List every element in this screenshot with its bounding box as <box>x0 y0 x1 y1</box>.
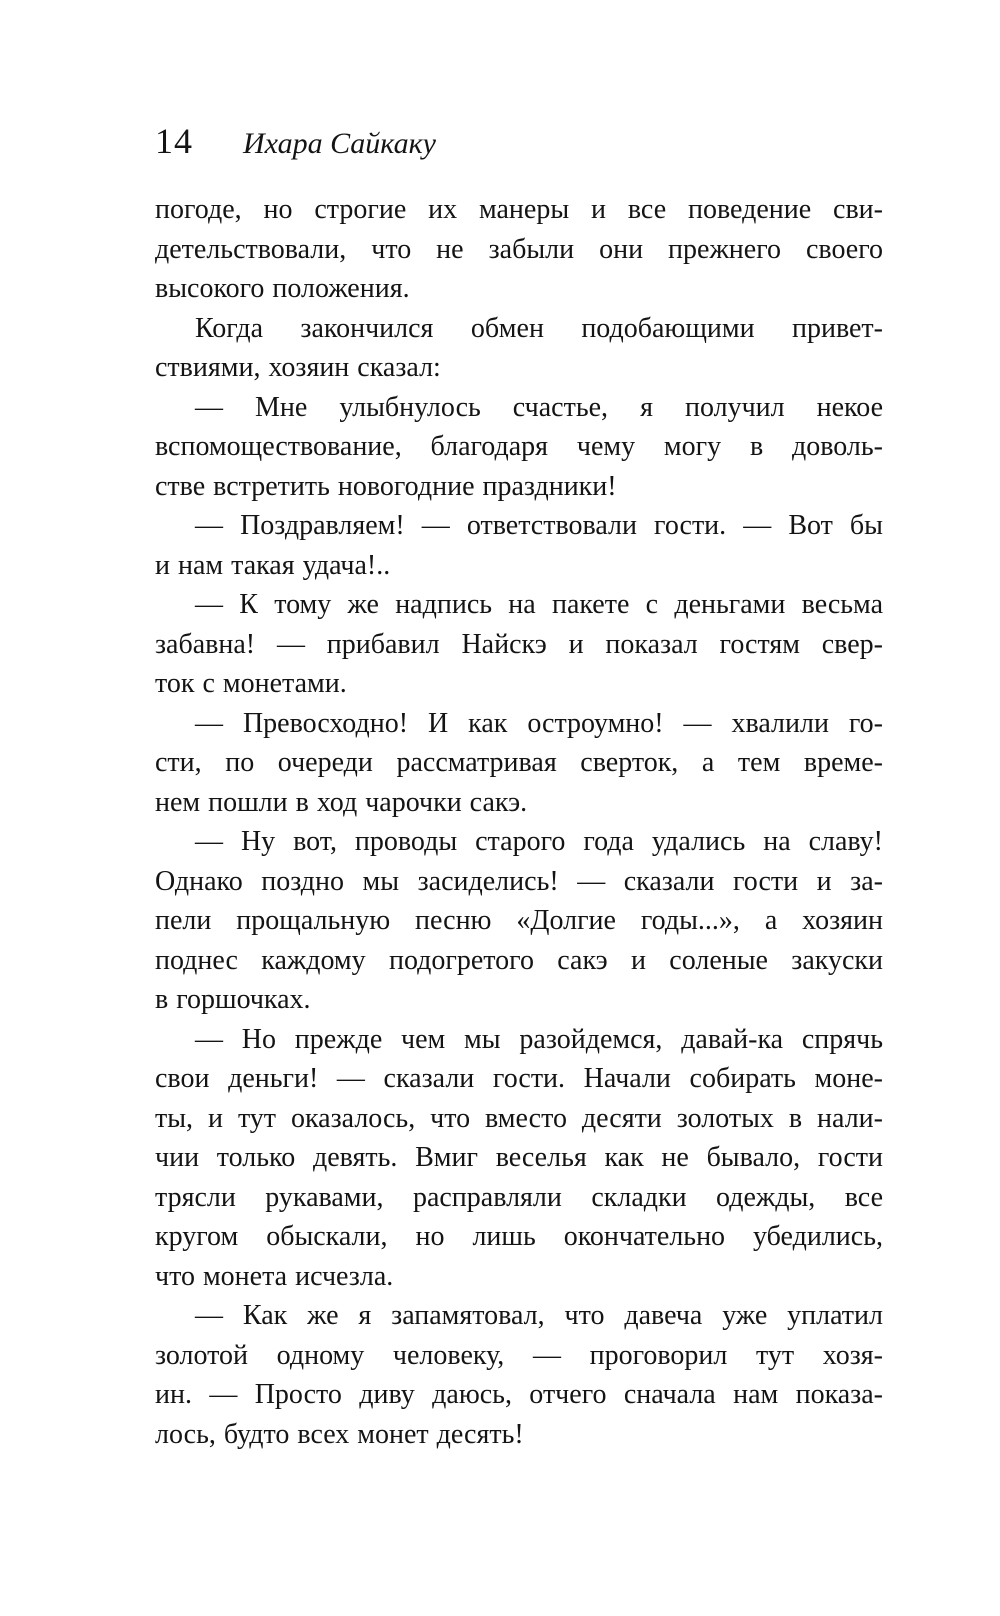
text-line: погоде, но строгие их манеры и все поведение сви- <box>155 194 883 225</box>
text-line: Однако поздно мы засиделись! — сказали гости и за- <box>155 865 883 897</box>
text-line: свои деньги! — сказали гости. Начали собирать моне- <box>155 1063 883 1094</box>
text-line: — Ну вот, проводы старого года удались на славу! <box>195 826 883 857</box>
paragraph <box>155 506 883 585</box>
page-header <box>155 120 883 162</box>
text-line: лось, будто всех монет десять! <box>155 1418 524 1450</box>
text-line: — Но прежде чем мы разойдемся, давай-ка спрячь <box>195 1023 883 1055</box>
text-line: и нам такая удача!.. <box>155 549 391 581</box>
text-line: в горшочках. <box>155 984 311 1015</box>
text-line: — Как же я запамятовал, что давеча уже уплатил <box>195 1300 883 1331</box>
text-line: сти, по очереди рассматривая сверток, а тем време- <box>155 747 883 778</box>
text-line: — Превосходно! И как остроумно! — хвалили го- <box>195 707 883 739</box>
paragraph <box>155 190 883 309</box>
text-line: — К тому же надпись на пакете с деньгами весьма <box>195 589 883 620</box>
paragraph <box>155 1020 883 1297</box>
paragraph <box>155 309 883 388</box>
paragraph <box>155 585 883 704</box>
text-line: высокого положения. <box>155 273 410 304</box>
text-line: трясли рукавами, расправляли складки одежды, все <box>155 1181 883 1213</box>
text-line: ин. — Просто диву даюсь, отчего сначала нам показа- <box>155 1379 883 1410</box>
text-line: ты, и тут оказалось, что вместо десяти золотых в нали- <box>155 1102 883 1134</box>
paragraph <box>155 704 883 823</box>
text-line: нем пошли в ход чарочки сакэ. <box>155 786 528 818</box>
text-line: ток с монетами. <box>155 668 347 699</box>
text-line: ствиями, хозяин сказал: <box>155 352 441 383</box>
text-line: что монета исчезла. <box>155 1260 394 1292</box>
text-line: чии только девять. Вмиг веселья как не бывало, гости <box>155 1142 883 1173</box>
text-line: пели прощальную песню «Долгие годы...», а хозяин <box>155 905 883 936</box>
text-line: кругом обыскали, но лишь окончательно убедились, <box>155 1221 883 1252</box>
text-line: золотой одному человеку, — проговорил тут хозя- <box>155 1339 883 1371</box>
text-line: — Мне улыбнулось счастье, я получил некое <box>195 391 883 423</box>
body-text <box>155 190 883 1454</box>
page-number: 14 <box>155 121 193 161</box>
text-line: поднес каждому подогретого сакэ и соленые закуски <box>155 944 883 976</box>
text-line: вспомоществование, благодаря чему могу в доволь- <box>155 431 883 462</box>
text-line: стве встретить новогодние праздники! <box>155 470 617 502</box>
text-line: — Поздравляем! — ответствовали гости. — Вот бы <box>195 510 883 541</box>
paragraph <box>155 1296 883 1454</box>
text-line: Когда закончился обмен подобающими привет- <box>195 312 883 344</box>
text-line: детельствовали, что не забыли они прежнего своего <box>155 233 883 265</box>
paragraph <box>155 822 883 1020</box>
running-title: Ихара Сайкаку <box>243 127 436 160</box>
text-line: забавна! — прибавил Найскэ и показал гостям свер- <box>155 628 883 660</box>
paragraph <box>155 388 883 507</box>
